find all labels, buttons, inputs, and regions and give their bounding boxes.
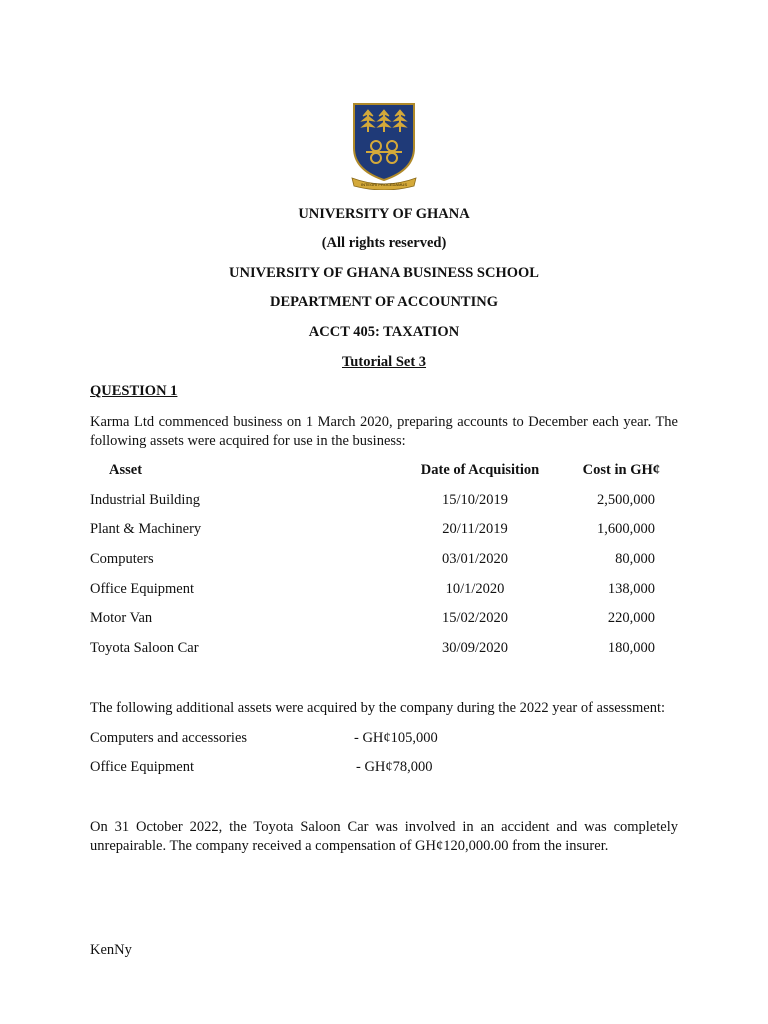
asset-name: Toyota Saloon Car [90,640,199,656]
acquisition-date: 03/01/2020 [441,551,509,567]
accident-paragraph: On 31 October 2022, the Toyota Saloon Car was involved in an accident and was completely unrepairable. The company received a compensation of GH¢120,000.00 from the insurer. [90,819,678,854]
department-name: DEPARTMENT OF ACCOUNTING [269,294,498,310]
asset-name: Motor Van [90,610,153,626]
question-title: QUESTION 1 [90,383,178,399]
acquisition-date: 10/1/2020 [445,581,505,597]
additional-asset-name: Office Equipment [90,759,195,775]
asset-name: Plant & Machinery [90,521,202,537]
asset-name: Office Equipment [90,581,195,597]
column-header-asset: Asset [109,462,143,478]
table-row [0,551,768,571]
asset-cost: 138,000 [607,581,655,597]
asset-cost: 80,000 [615,551,655,567]
column-header-date: Date of Acquisition [420,462,540,478]
asset-name: Computers [90,551,154,567]
question-intro: Karma Ltd commenced business on 1 March 2020, preparing accounts to December each year. The following assets were acquired for use in the business: [90,414,678,449]
additional-asset-cost: - GH¢78,000 [356,759,433,775]
tutorial-title: Tutorial Set 3 [341,354,427,370]
rights-notice: (All rights reserved) [321,235,447,251]
asset-cost: 220,000 [607,610,655,626]
column-header-cost: Cost in GH¢ [582,462,660,478]
asset-cost: 2,500,000 [597,492,655,508]
acquisition-date: 20/11/2019 [442,521,508,537]
table-row [0,521,768,541]
university-crest-logo [348,100,420,190]
additional-asset-cost: - GH¢105,000 [354,730,438,746]
asset-name: Industrial Building [90,492,200,508]
additional-asset-name: Computers and accessories [90,730,248,746]
additional-assets-intro: The following additional assets were acquired by the company during the 2022 year of assessment: [90,700,666,716]
asset-cost: 1,600,000 [597,521,655,537]
acquisition-date: 30/09/2020 [441,640,509,656]
course-title: ACCT 405: TAXATION [308,324,460,340]
svg-text:INTEGRI PROCEDAMUS: INTEGRI PROCEDAMUS [360,182,408,187]
university-name: UNIVERSITY OF GHANA [298,206,470,222]
school-name: UNIVERSITY OF GHANA BUSINESS SCHOOL [229,265,539,281]
table-row [0,610,768,630]
table-row [0,581,768,601]
table-row [0,492,768,512]
table-row [0,640,768,660]
asset-cost: 180,000 [607,640,655,656]
acquisition-date: 15/10/2019 [441,492,509,508]
acquisition-date: 15/02/2020 [441,610,509,626]
footer-author: KenNy [90,942,132,958]
